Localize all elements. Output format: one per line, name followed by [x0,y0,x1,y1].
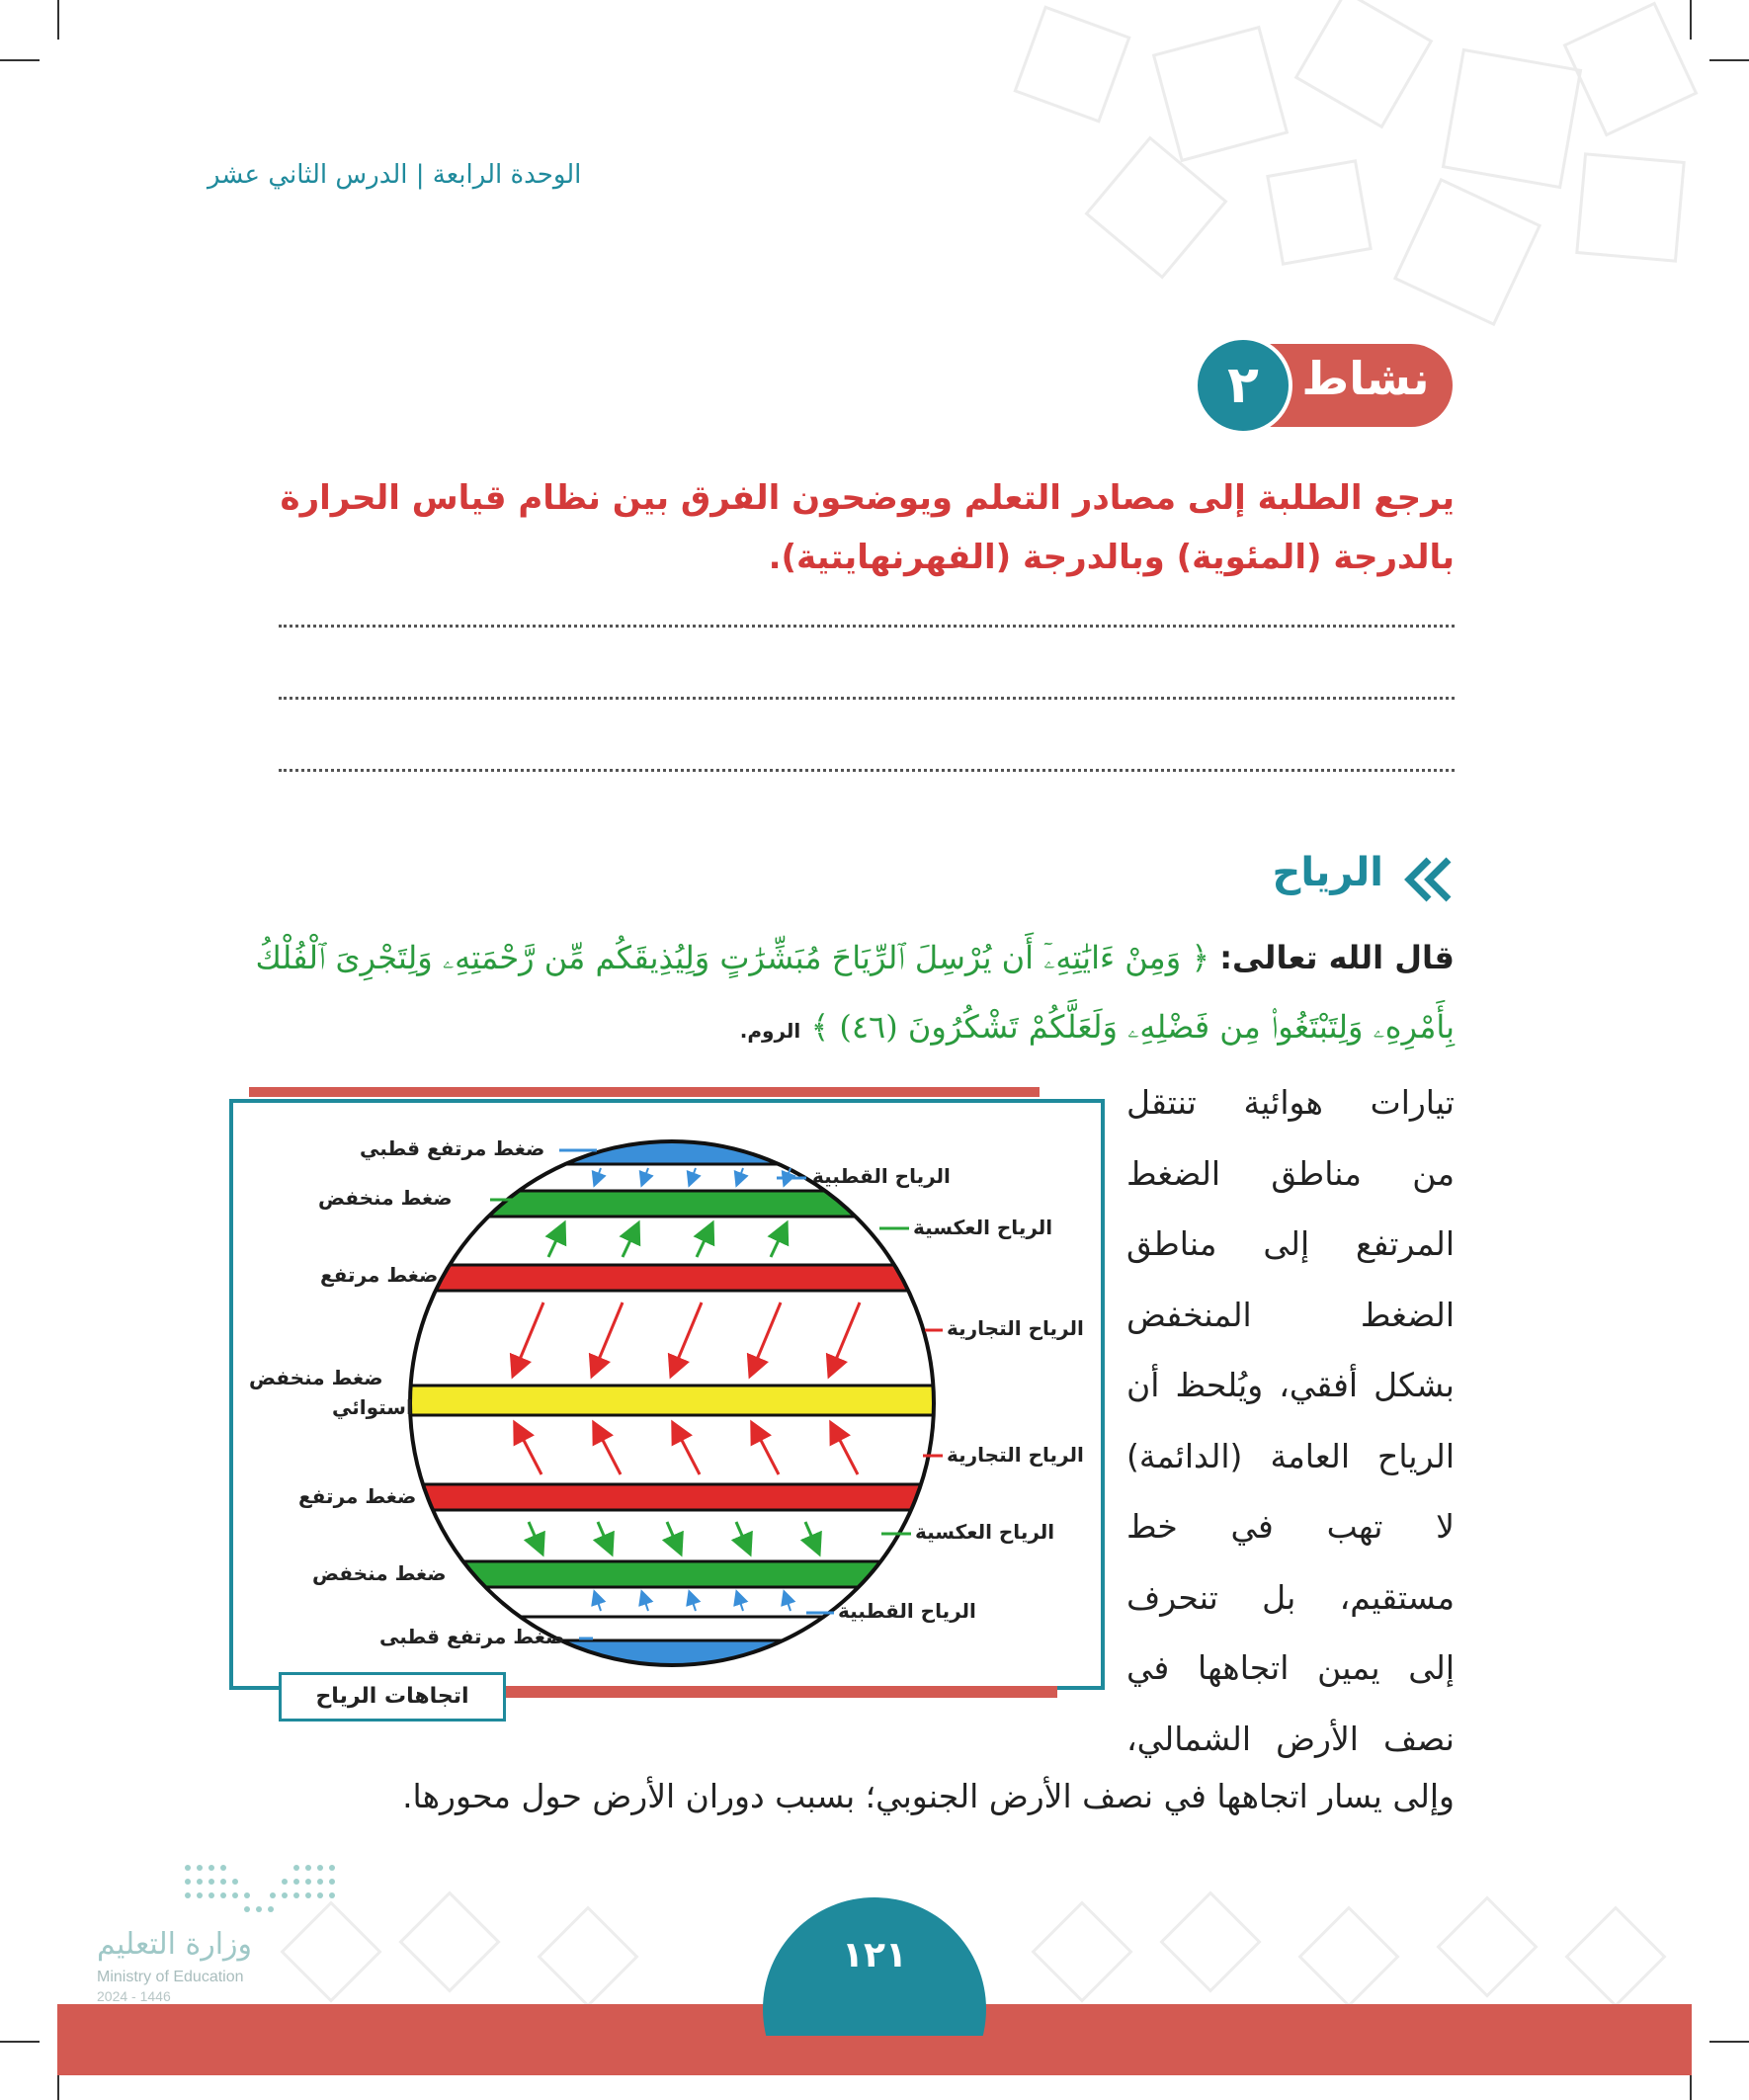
ministry-name-en: Ministry of Education [97,1969,244,1985]
diagram-caption: اتجاهات الرياح [279,1672,506,1722]
label-westerlies-north: الرياح العكسية [913,1216,1053,1239]
verse-source: الروم. [739,1019,801,1043]
verse-ayah-number: (٤٦) [839,1008,898,1046]
label-equatorial: استوائي [332,1395,413,1419]
label-polar-winds-north: الرياح القطبية [812,1164,951,1188]
body-line: مستقيم، بل تنحرف [1126,1577,1455,1617]
label-high-north: ضغط مرتفع [320,1263,439,1287]
body-line: نصف الأرض الشمالي، [1126,1719,1455,1758]
label-polar-winds-south: الرياح القطبية [838,1599,976,1623]
verse-open-bracket: ﴿ [1191,939,1210,976]
ministry-name-ar: وزارة التعليم [97,1927,253,1962]
low-band-south [405,1561,939,1587]
double-chevron-icon [1395,856,1455,903]
wind-diagram [227,1087,1107,1729]
body-line: من مناطق الضغط [1126,1153,1455,1193]
body-line: الرياح العامة (الدائمة) [1126,1436,1455,1475]
body-line: الضغط المنخفض [1126,1295,1455,1334]
body-line: تيارات هوائية تنتقل [1126,1083,1455,1122]
label-low-south: ضغط منخفض [312,1561,447,1585]
low-band-north [405,1191,939,1217]
header-breadcrumb: الوحدة الرابعة | الدرس الثاني عشر [208,160,582,190]
label-equatorial-low: ضغط منخفض [249,1366,383,1389]
label-low-north: ضغط منخفض [318,1186,453,1210]
body-line: المرتفع إلى مناطق [1126,1224,1455,1263]
body-last-line: وإلى يسار اتجاهها في نصف الأرض الجنوبي؛ بسبب دوران الأرض حول محورها. [402,1777,1455,1815]
high-band-north [405,1265,939,1291]
answer-line-3[interactable] [279,769,1455,772]
body-line: بشكل أفقي، ويُلحظ أن [1126,1366,1455,1404]
diagram-caption-bar [504,1686,1057,1698]
trade-arrows-south [516,1425,858,1474]
trade-arrows-north [514,1302,860,1374]
high-band-south [405,1484,939,1510]
label-trade-winds-south: الرياح التجارية [947,1443,1084,1467]
answer-line-1[interactable] [279,625,1455,628]
ministry-logo-icon [178,1858,356,1927]
page-number: ١٢١ [842,1935,907,1975]
activity-label: نشاط [1301,352,1430,405]
verse-lead: قال الله تعالى: [1219,939,1455,976]
body-line: لا تهب في خط [1126,1507,1455,1546]
body-line: إلى يمين اتجاهها في [1126,1648,1455,1687]
ministry-year: 2024 - 1446 [97,1988,171,2004]
verse-close-bracket: ﴾ [810,1008,830,1046]
verse-text: وَمِنْ ءَايَٰتِهِۦٓ أَن يُرْسِلَ ٱلرِّيَاحَ مُبَشِّرَٰتٍ وَلِيُذِيقَكُم مِّن رَّحْمَتِهِۦ وَلِتَجْرِىَ ٱلْفُلْكُ بِأَمْرِهِۦ وَلِتَبْتَغُوا۟ مِن فَضْلِهِۦ وَلَعَلَّكُمْ تَشْكُرُونَ [255,939,1455,1046]
westerly-arrows-south [529,1522,818,1552]
page-number-tab [763,1897,986,2036]
section-heading [1186,850,1455,909]
diagram-top-bar [249,1087,1040,1097]
label-high-south: ضغط مرتفع [298,1484,417,1508]
quran-verse [208,923,1455,1065]
section-title: الرياح [1272,850,1383,895]
body-paragraph [1126,1067,1455,1774]
label-trade-winds-north: الرياح التجارية [947,1316,1084,1340]
equator-band [405,1386,939,1415]
label-westerlies-south: الرياح العكسية [915,1520,1055,1544]
polar-arrows-south [595,1593,791,1611]
label-polar-high-south: ضغط مرتفع قطبى [379,1625,565,1648]
activity-number: ٢ [1194,336,1292,435]
label-polar-high-north: ضغط مرتفع قطبي [360,1136,545,1160]
activity-badge [1194,336,1453,435]
activity-text: يرجع الطلبة إلى مصادر التعلم ويوضحون الفرق بين نظام قياس الحرارة بالدرجة (المئوية) وبالدرجة (الفهرنهايتية). [280,478,1455,577]
answer-line-2[interactable] [279,697,1455,700]
westerly-arrows-north [548,1225,786,1257]
